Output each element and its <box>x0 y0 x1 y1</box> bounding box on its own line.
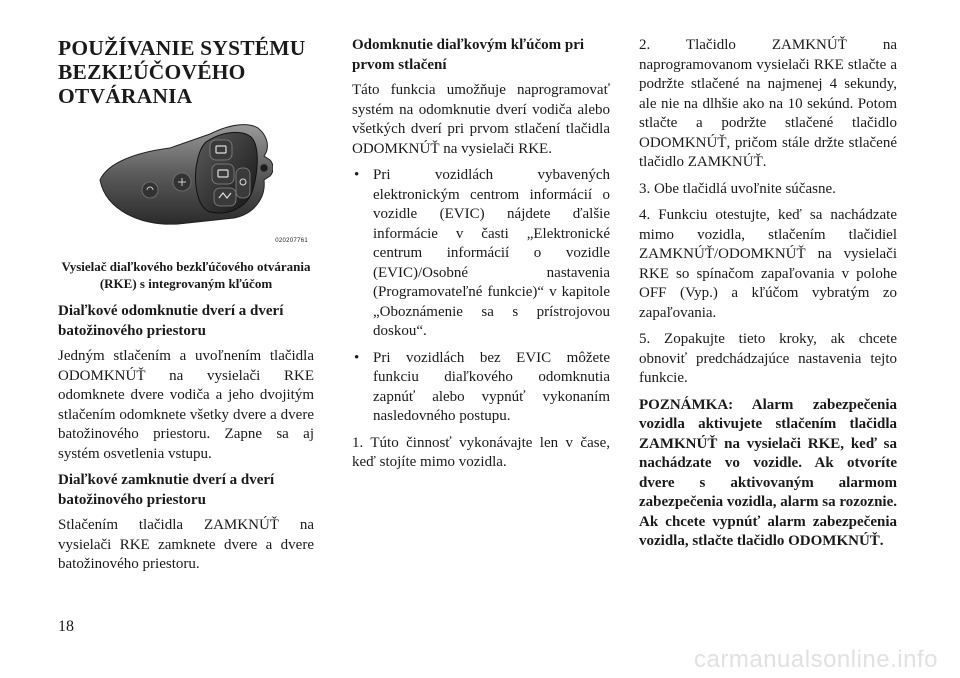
step-5: 5. Zopakujte tieto kroky, ak chcete obnoviť predchádzajúce nastavenia tejto funkcie. <box>639 331 897 386</box>
bullet-dot: • <box>354 349 360 366</box>
key-fob-icon <box>98 118 273 236</box>
step-2: 2. Tlačidlo ZAMKNÚŤ na naprogramovanom vysielači RKE stlačte a podržte stlačené na najmenej 4 sekundy, ale nie na dlhšie ako na 10 sekúnd. Potom stlačte a podržte stlačené tlačidlo ODOMKNÚŤ, pričom stále držte stlačené tlačidlo ZAMKNÚŤ. <box>639 37 897 170</box>
bullet-item-no-evic <box>352 349 610 427</box>
bullet-text: Pri vozidlách bez EVIC môžete funkciu diaľkového odomknutia zapnúť alebo vypnúť vykonaním nasledovného postupu. <box>373 349 610 424</box>
paragraph-remote-lock: Stlačením tlačidla ZAMKNÚŤ na vysielači RKE zamknete dvere a dvere batožinového priestoru. <box>58 517 314 572</box>
column-right <box>639 36 897 559</box>
step-4: 4. Funkciu otestujte, keď sa nachádzate mimo vozidla, stlačením tlačidiel ZAMKNÚŤ/ODOMKNÚŤ na vysielači RKE so spínačom zapaľovania v polohe OFF (Vyp.) a kľúčom vybratým zo zapaľovania. <box>639 207 897 321</box>
watermark: carmanualsonline.info <box>694 646 938 673</box>
column-left <box>58 36 314 582</box>
page-number: 18 <box>58 618 74 635</box>
figure-caption: Vysielač diaľkového bezkľúčového otvárania (RKE) s integrovaným kľúčom <box>61 259 311 291</box>
step-3: 3. Obe tlačidlá uvoľnite súčasne. <box>639 180 836 197</box>
step-1: 1. Túto činnosť vykonávajte len v čase, keď stojíte mimo vozidla. <box>352 434 610 470</box>
bullet-text: Pri vozidlách vybavených elektronickým centrom informácií o vozidle (EVIC) nájdete ďalšie informácie v časti „Elektronické centrum informácií o vozidle (EVIC)/Osobné nastavenia (Programovateľné funkcie)“ v kapitole „Oboznámenie sa s prístrojovou doskou“. <box>373 167 610 339</box>
heading-remote-unlock: Diaľkové odomknutie dverí a dverí batožinového priestoru <box>58 303 284 339</box>
figure-code: 020207761 <box>275 238 308 244</box>
bullet-item-evic <box>352 166 610 342</box>
note-alarm: POZNÁMKA: Alarm zabezpečenia vozidla aktivujete stlačením tlačidla ZAMKNÚŤ na vysielači RKE, keď sa nachádzate vo vozidle. Ak otvoríte dvere s aktivovaným alarmom zabezpečenia vozidla, alarm sa rozoznie. Ak chcete vypnúť alarm zabezpečenia vozidla, stlačte tlačidlo ODOMKNÚŤ. <box>639 396 898 549</box>
bullet-dot: • <box>354 167 360 183</box>
column-middle <box>352 36 610 480</box>
paragraph-remote-unlock: Jedným stlačením a uvoľnením tlačidla ODOMKNÚŤ na vysielači RKE odomknete dvere vodiča a jeho dvojitým stlačením odomknete všetky dvere a dvere batožinového priestoru. Zapne sa aj systém osvetlenia vstupu. <box>58 348 314 462</box>
page-title: POUŽÍVANIE SYSTÉMU BEZKĽÚČOVÉHO OTVÁRANIA <box>58 36 306 108</box>
paragraph-first-press-unlock: Táto funkcia umožňuje naprogramovať systém na odomknutie dverí vodiča alebo všetkých dverí pri prvom stlačení tlačidla ODOMKNÚŤ na vysielači RKE. <box>352 82 610 157</box>
heading-remote-lock: Diaľkové zamknutie dverí a dverí batožinového priestoru <box>58 472 275 508</box>
key-fob-figure <box>58 118 314 244</box>
heading-first-press-unlock: Odomknutie diaľkovým kľúčom pri prvom stlačení <box>352 37 585 73</box>
